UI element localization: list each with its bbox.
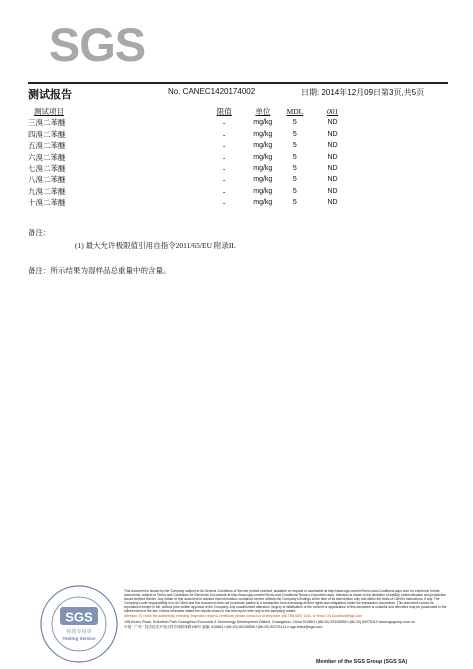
row-mdl: 5	[292, 187, 297, 195]
row-limit: -	[222, 163, 226, 173]
report-title: 测试报告	[28, 89, 72, 101]
footer-address-cn: 中国 · 广州 · 经济技术开发区科学城科珠路198号 邮编: 510663 t (86-20) 82155555 f (86-20) 82075113 e sgs.china@sgs.com	[124, 624, 323, 629]
row-unit: mg/kg	[253, 153, 273, 161]
row-limit: -	[222, 118, 226, 128]
row-result: ND	[327, 187, 338, 195]
row-result: ND	[327, 164, 338, 172]
row-item: 四溴二苯醚	[28, 129, 66, 139]
row-limit: -	[222, 141, 226, 151]
table-row	[28, 186, 358, 197]
table-row	[28, 152, 358, 163]
row-result: ND	[327, 176, 338, 184]
row-unit: mg/kg	[253, 130, 273, 138]
row-mdl: 5	[292, 130, 297, 138]
row-unit: mg/kg	[253, 142, 273, 150]
row-mdl: 5	[292, 142, 297, 150]
sgs-logo-text: SGS	[48, 18, 146, 71]
row-limit: -	[222, 186, 226, 196]
row-mdl: 5	[292, 176, 297, 184]
report-number: No. CANEC1420174002	[168, 87, 256, 96]
row-result: ND	[327, 153, 338, 161]
footer-block	[124, 589, 448, 630]
row-result: ND	[327, 142, 338, 150]
remarks-label: 备注：	[28, 228, 51, 237]
header-mdl: MDL	[286, 107, 304, 116]
row-mdl: 5	[292, 153, 297, 161]
row-item: 九溴二苯醚	[28, 186, 66, 196]
footer-address-en: 198 Kezhu Road, Scientech Park Guangzhou Economic & Technology Development District, Guangzhou, China 510663 t (86-20) 82155555 f (86-20) 82075113 www.sgsgroup.com.cn	[124, 619, 415, 624]
row-unit: mg/kg	[253, 187, 273, 195]
row-mdl: 5	[292, 164, 297, 172]
row-unit: mg/kg	[253, 119, 273, 127]
row-result: ND	[327, 119, 338, 127]
footer-disclaimer: This document is issued by the Company subject to its General Conditions of Service printed overleaf, available on request or accessible at http://www.sgs.com/en/Terms-and-Conditions.aspx and, for electronic format documents, subject to Terms and Conditions for Electronic Documents at http://www.sgs.com/en/Terms-and-Conditions/Terms-e-Document.aspx. Attention is drawn to the limitation of liability, indemnification and jurisdiction issues defined therein. Any holder of this document is advised that information contained hereon reflects the Company's findings at the time of its intervention only and within the limits of Client's instructions, if any. The Company's sole responsibility is to its Client and this document does not exonerate parties to a transaction from exercising all their rights and obligations under the transaction documents. This document cannot be reproduced except in full, without prior written approval of the Company. Any unauthorized alteration, forgery or falsification of the content or appearance of this document is unlawful and offenders may be prosecuted to the fullest extent of the law. Unless otherwise stated the results shown in this test report refer only to the sample(s) tested.	[124, 589, 447, 614]
results-table	[28, 106, 358, 209]
table-row	[28, 129, 358, 140]
row-limit: -	[222, 129, 226, 139]
remarks-note-2: 备注：所示结果为湿样品总重量中的含量。	[28, 266, 171, 275]
row-result: ND	[327, 130, 338, 138]
table-row	[28, 117, 358, 128]
row-limit: -	[222, 175, 226, 185]
row-unit: mg/kg	[253, 164, 273, 172]
table-header	[28, 106, 358, 117]
row-item: 六溴二苯醚	[28, 152, 66, 162]
table-row	[28, 140, 358, 151]
seal-en-label: Testing Service	[62, 636, 96, 641]
header-result: 001	[326, 107, 339, 116]
header-item: 测试项目	[34, 107, 64, 116]
row-mdl: 5	[292, 199, 297, 207]
footer-attention: Attention: To check the authenticity of testing /inspection report & certificate, please contact us at telephone: (86-755) 8307 1443, or email: CN.Doccheck@sgs.com	[124, 613, 363, 618]
testing-service-seal	[38, 583, 120, 665]
seal-cn-label: 检验专用章	[66, 629, 92, 635]
sgs-member-line: Member of the SGS Group (SGS SA)	[316, 659, 408, 665]
row-item: 三溴二苯醚	[28, 118, 66, 128]
row-unit: mg/kg	[253, 199, 273, 207]
report-date: 日期: 2014年12月09日	[301, 88, 382, 97]
header-limit: 限值	[216, 107, 232, 116]
table-row	[28, 197, 358, 208]
sgs-logo	[48, 14, 146, 71]
row-result: ND	[327, 199, 338, 207]
header-unit: 单位	[255, 107, 271, 116]
seal-brand: SGS	[65, 609, 93, 625]
row-item: 八溴二苯醚	[28, 175, 66, 185]
row-mdl: 5	[292, 119, 297, 127]
header-rule	[28, 82, 448, 84]
row-item: 五溴二苯醚	[28, 141, 66, 151]
remarks-note-1: (1) 最大允许极限值引用自指令2011/65/EU 附录II.	[75, 241, 236, 250]
table-row	[28, 174, 358, 185]
row-item: 七溴二苯醚	[28, 163, 66, 173]
row-unit: mg/kg	[253, 176, 273, 184]
row-limit: -	[222, 198, 226, 208]
row-limit: -	[222, 152, 226, 162]
table-row	[28, 163, 358, 174]
row-item: 十溴二苯醚	[28, 198, 66, 208]
page-indicator: 第3页,共5页	[381, 88, 425, 97]
